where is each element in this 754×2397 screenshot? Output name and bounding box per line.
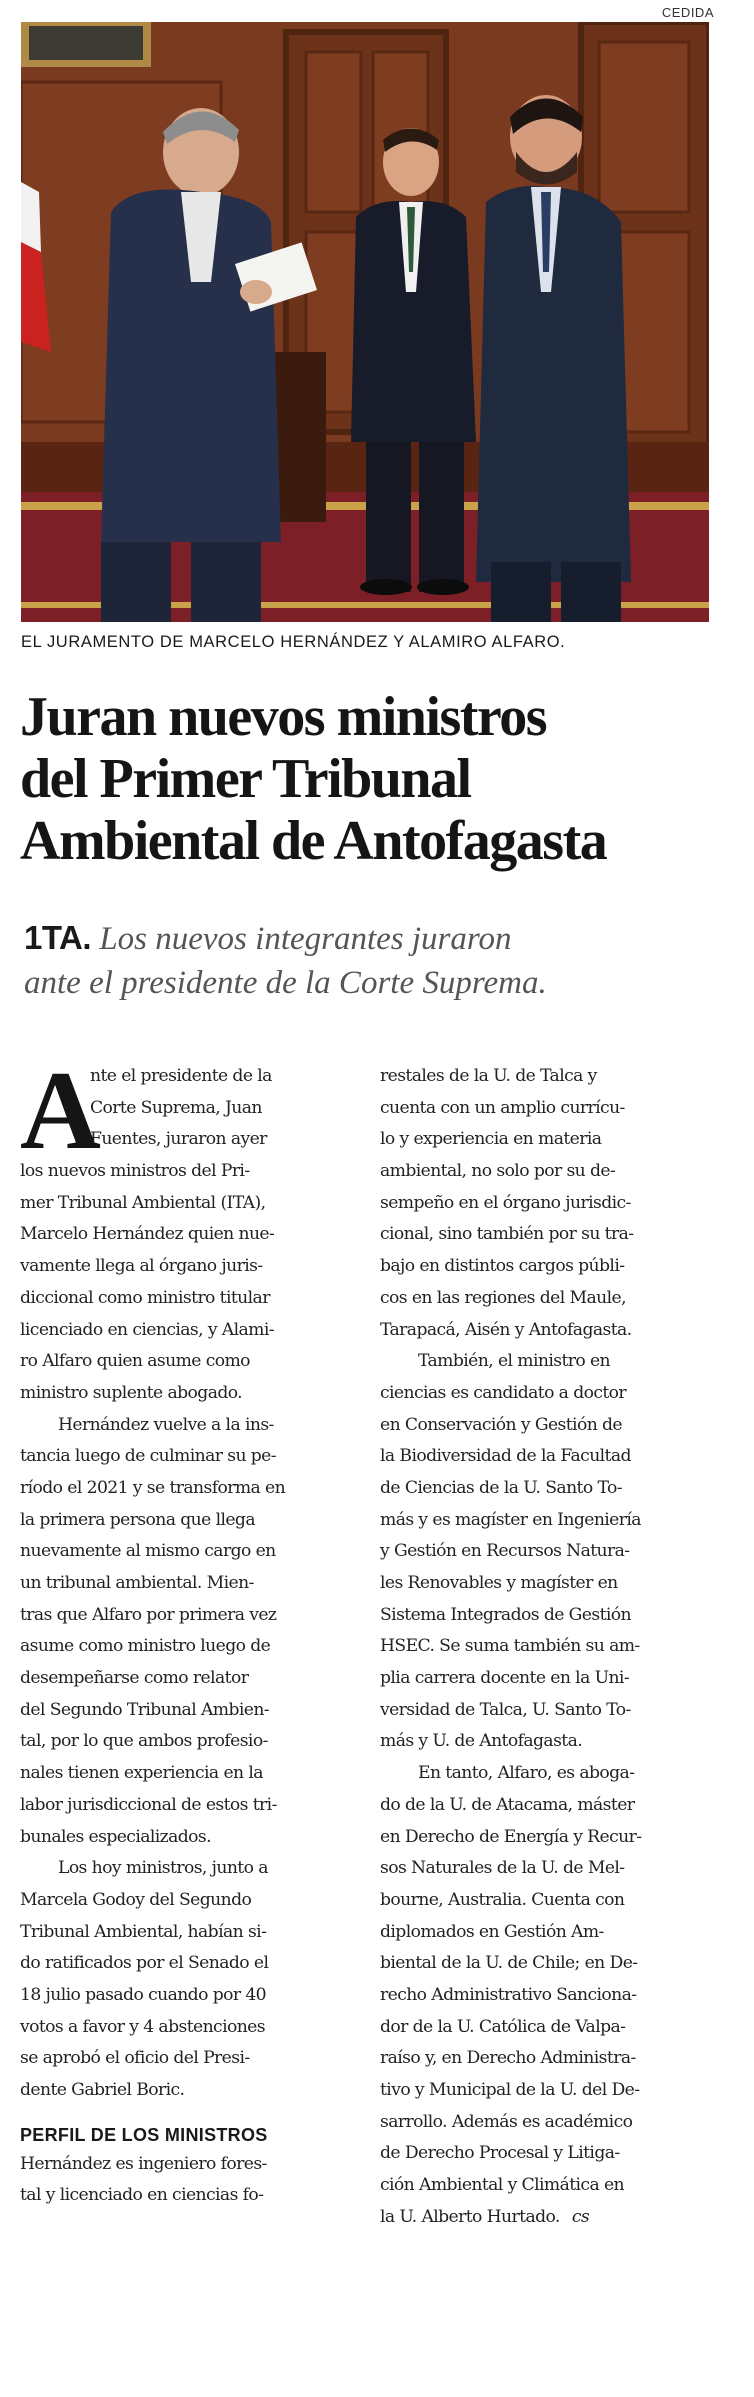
body-line: nuevamente al mismo cargo en	[20, 1541, 276, 1562]
body-line: nte el presidente de la	[90, 1066, 272, 1086]
body-line: 18 julio pasado cuando por 40	[20, 1984, 266, 2005]
body-line: diplomados en Gestión Am-	[380, 1921, 604, 1942]
lead-kicker: 1TA.	[24, 919, 92, 956]
lead-line: ante el presidente de la Corte Suprema.	[24, 965, 547, 1001]
body-column-right	[380, 1061, 717, 2233]
body-line: mer Tribunal Ambiental (ITA),	[20, 1192, 266, 1213]
body-line: HSEC. Se suma también su am-	[380, 1636, 640, 1657]
body-line: sarrollo. Además es académico	[380, 2111, 633, 2132]
body-line: Hernández vuelve a la ins-	[58, 1414, 274, 1435]
body-line: la primera persona que llega	[20, 1509, 255, 1530]
body-line: tal, por lo que ambos profesio-	[20, 1731, 268, 1752]
body-line: un tribunal ambiental. Mien-	[20, 1573, 254, 1593]
body-line: bunales especializados.	[20, 1826, 212, 1847]
body-line: tancia luego de culminar su pe-	[20, 1446, 276, 1467]
body-line: desempeñarse como relator	[20, 1668, 249, 1689]
body-line: do ratificados por el Senado el	[20, 1953, 269, 1974]
body-line: biental de la U. de Chile; en De-	[380, 1953, 638, 1974]
body-line: más y U. de Antofagasta.	[380, 1731, 583, 1752]
body-line: licenciado en ciencias, y Alami-	[20, 1319, 274, 1340]
headline-line: Juran nuevos ministros	[20, 686, 547, 748]
headline-line: del Primer Tribunal	[20, 748, 471, 810]
body-line: sempeño en el órgano jurisdic-	[380, 1192, 631, 1213]
body-line: en Derecho de Energía y Recur-	[380, 1826, 642, 1847]
body-line: y Gestión en Recursos Natura-	[380, 1541, 630, 1562]
body-line: se aprobó el oficio del Presi-	[20, 2048, 250, 2069]
body-line: labor jurisdiccional de estos tri-	[20, 1794, 277, 1815]
lead-text: Los nuevos integrantes juraron	[99, 921, 512, 957]
body-line: bourne, Australia. Cuenta con	[380, 1889, 625, 1910]
body-line: más y es magíster en Ingeniería	[380, 1509, 641, 1530]
body-line: Tarapacá, Aisén y Antofagasta.	[380, 1319, 632, 1340]
body-line-text: la U. Alberto Hurtado.	[380, 2206, 560, 2227]
body-line: ríodo el 2021 y se transforma en	[20, 1477, 286, 1498]
body-line: ción Ambiental y Climática en	[380, 2175, 625, 2196]
body-line: tras que Alfaro por primera vez	[20, 1604, 277, 1625]
body-line: do de la U. de Atacama, máster	[380, 1794, 635, 1815]
body-line: los nuevos ministros del Pri-	[20, 1161, 250, 1182]
body-line: del Segundo Tribunal Ambien-	[20, 1699, 270, 1720]
body-line: recho Administrativo Sanciona-	[380, 1984, 637, 2005]
body-line: la Biodiversidad de la Facultad	[380, 1446, 631, 1467]
body-line: Marcela Godoy del Segundo	[20, 1889, 252, 1910]
body-column-left	[20, 1049, 357, 2212]
body-line: ambiental, no solo por su de-	[380, 1161, 616, 1182]
body-line: En tanto, Alfaro, es aboga-	[418, 1763, 635, 1784]
body-line: versidad de Talca, U. Santo To-	[380, 1699, 631, 1720]
body-line: ro Alfaro quien asume como	[20, 1351, 250, 1372]
body-line: tal y licenciado en ciencias fo-	[20, 2185, 264, 2206]
body-line: Corte Suprema, Juan	[90, 1097, 262, 1118]
body-line: asume como ministro luego de	[20, 1636, 271, 1657]
end-mark-icon: cs	[571, 2206, 590, 2227]
body-line: de Derecho Procesal y Litiga-	[380, 2143, 620, 2164]
article-headline	[20, 686, 720, 872]
body-line: vamente llega al órgano juris-	[20, 1256, 263, 1277]
body-line: de Ciencias de la U. Santo To-	[380, 1477, 622, 1498]
body-line: lo y experiencia en materia	[380, 1129, 602, 1150]
ceremony-photo-illustration	[21, 22, 709, 622]
body-line-last	[380, 2202, 717, 2234]
body-line: les Renovables y magíster en	[380, 1573, 618, 1593]
lead-line	[24, 916, 714, 961]
dropcap-letter: A	[20, 1049, 101, 1173]
body-line: También, el ministro en	[418, 1351, 611, 1372]
body-line: sos Naturales de la U. de Mel-	[380, 1858, 625, 1879]
body-line: plia carrera docente en la Uni-	[380, 1668, 630, 1689]
body-line: bajo en distintos cargos públi-	[380, 1256, 625, 1277]
body-line: raíso y, en Derecho Administra-	[380, 2048, 636, 2069]
body-line: tivo y Municipal de la U. del De-	[380, 2080, 640, 2100]
body-line: ciencias es candidato a doctor	[380, 1382, 627, 1403]
body-line: dor de la U. Católica de Valpa-	[380, 2016, 626, 2037]
photo-caption: EL JURAMENTO DE MARCELO HERNÁNDEZ Y ALAMIRO ALFARO.	[21, 633, 566, 651]
body-line: cuenta con un amplio currícu-	[380, 1097, 625, 1118]
headline-line: Ambiental de Antofagasta	[20, 810, 607, 872]
body-line: restales de la U. de Talca y	[380, 1066, 597, 1086]
ceremony-photo	[21, 22, 709, 622]
body-line: Marcelo Hernández quien nue-	[20, 1224, 275, 1245]
body-line: Hernández es ingeniero fores-	[20, 2153, 267, 2174]
body-line: Fuentes, juraron ayer	[90, 1129, 267, 1150]
body-line: Tribunal Ambiental, habían si-	[20, 1921, 267, 1942]
body-line: dente Gabriel Boric.	[20, 2080, 185, 2100]
body-line: nales tienen experiencia en la	[20, 1763, 263, 1784]
body-line: diccional como ministro titular	[20, 1287, 270, 1308]
body-line: cional, sino también por su tra-	[380, 1224, 634, 1245]
section-subhead: PERFIL DE LOS MINISTROS	[20, 2124, 268, 2145]
body-line: votos a favor y 4 abstenciones	[20, 2016, 265, 2037]
body-line: en Conservación y Gestión de	[380, 1414, 622, 1435]
body-line: ministro suplente abogado.	[20, 1382, 243, 1403]
article-lead	[24, 916, 714, 1005]
photo-credit: CEDIDA	[661, 5, 714, 20]
body-line: Los hoy ministros, junto a	[58, 1858, 268, 1879]
body-line: cos en las regiones del Maule,	[380, 1287, 626, 1308]
body-line: Sistema Integrados de Gestión	[380, 1604, 631, 1625]
